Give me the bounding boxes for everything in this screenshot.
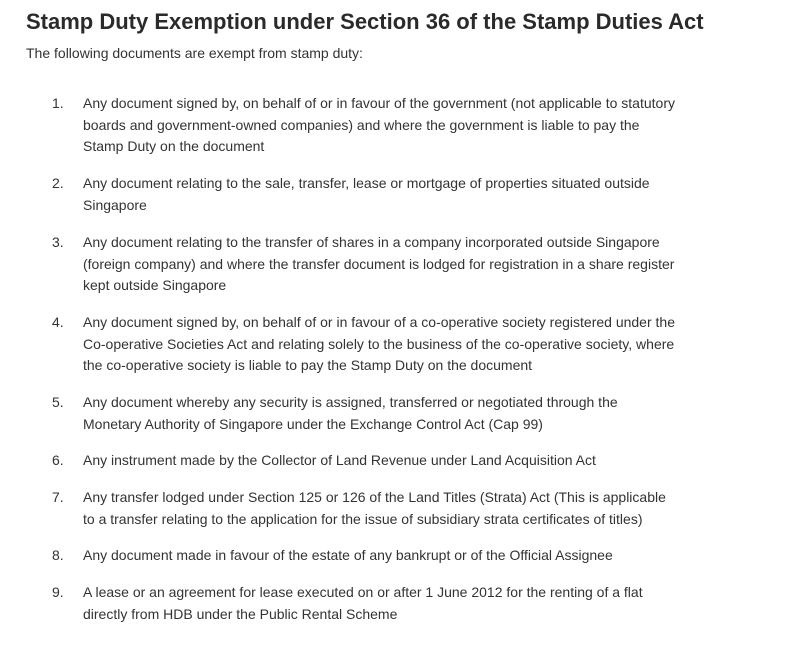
list-item-text: Any document signed by, on behalf of or in favour of the government (not applicable to statutory boards and government-owned companies) and where the government is liable to pay the Stamp Duty on the document: [83, 95, 675, 154]
list-item-number: 2.: [52, 175, 64, 191]
list-item-text: Any document whereby any security is assigned, transferred or negotiated through the Monetary Authority of Singapore under the Exchange Control Act (Cap 99): [83, 394, 618, 432]
page-title: Stamp Duty Exemption under Section 36 of the Stamp Duties Act: [26, 9, 704, 34]
list-item-text: Any transfer lodged under Section 125 or 126 of the Land Titles (Strata) Act (This is applicable to a transfer relating to the application for the issue of subsidiary strata certificates of titles): [83, 489, 666, 527]
list-item-number: 9.: [52, 584, 64, 600]
list-item-number: 8.: [52, 547, 64, 563]
list-item-text: Any document relating to the sale, transfer, lease or mortgage of properties situated outside Singapore: [83, 175, 650, 213]
intro-text: The following documents are exempt from stamp duty:: [26, 45, 363, 61]
list-item-number: 7.: [52, 489, 64, 505]
list-item-text: Any instrument made by the Collector of Land Revenue under Land Acquisition Act: [83, 452, 596, 468]
list-item-number: 1.: [52, 95, 64, 111]
list-item-text: A lease or an agreement for lease executed on or after 1 June 2012 for the renting of a flat directly from HDB under the Public Rental Scheme: [83, 584, 643, 622]
list-item-number: 4.: [52, 314, 64, 330]
list-item-text: Any document signed by, on behalf of or in favour of a co-operative society registered under the Co-operative Societies Act and relating solely to the business of the co-operative society, where the co-operative society is liable to pay the Stamp Duty on the document: [83, 314, 675, 373]
list-item-number: 3.: [52, 234, 64, 250]
list-item-number: 6.: [52, 452, 64, 468]
list-item-text: Any document relating to the transfer of shares in a company incorporated outside Singapore (foreign company) and where the transfer document is lodged for registration in a share register kept outside Singapore: [83, 234, 675, 293]
list-item-text: Any document made in favour of the estate of any bankrupt or of the Official Assignee: [83, 547, 613, 563]
list-item-number: 5.: [52, 394, 64, 410]
